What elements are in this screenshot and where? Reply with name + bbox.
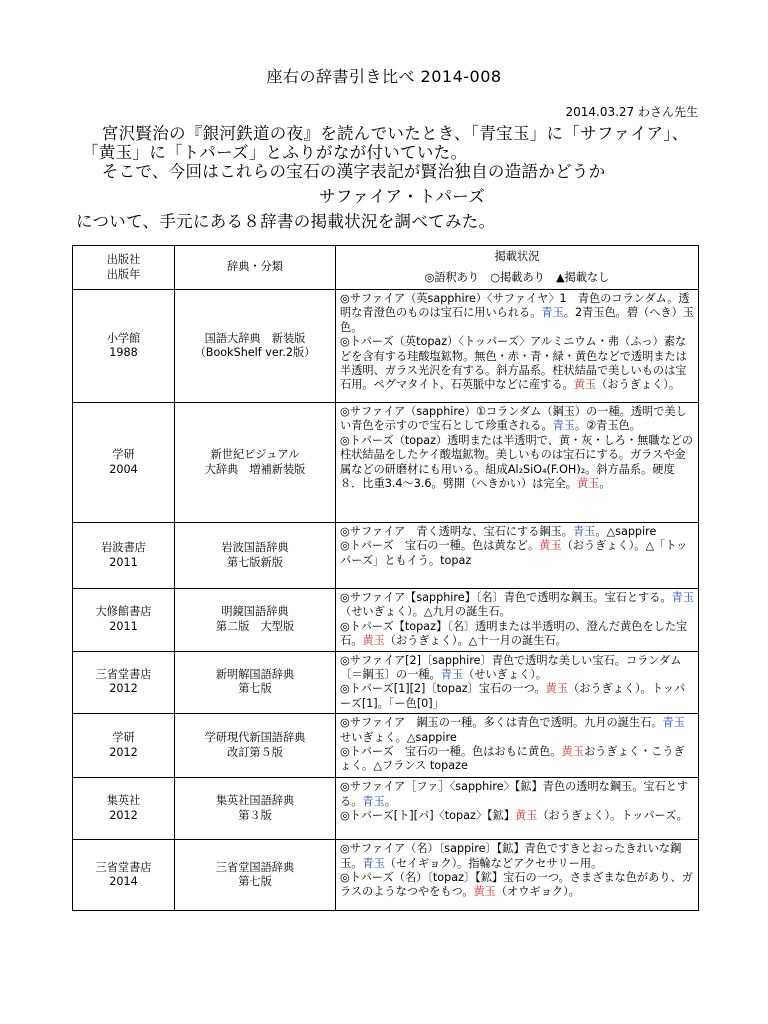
definition-segment: ◎サファイア 鋼玉の一種。多くは青色で透明。九月の誕生石。 xyxy=(340,716,663,730)
definition-text xyxy=(340,842,695,900)
dictionary-cell xyxy=(175,840,336,911)
dictionary-cell xyxy=(175,290,336,403)
publication-year: 2014 xyxy=(109,875,138,889)
publisher-name: 集英社 xyxy=(106,794,141,808)
definition-segment: ◎サファイア（英sapphire）〈サファイヤ〉1 青色のコランダム。透明な青澄色のものは宝石に用いられる。 xyxy=(340,292,690,320)
page-title: 座右の辞書引き比べ 2014-008 xyxy=(266,67,502,86)
dictionary-edition: （BookShelf ver.2版） xyxy=(194,346,316,359)
dictionary-edition: 第二版 大型版 xyxy=(215,619,295,633)
table-row xyxy=(73,840,699,911)
status-cell xyxy=(336,403,699,523)
table-row xyxy=(73,714,699,778)
dictionary-name: 学研現代新国語辞典 xyxy=(204,731,306,745)
definition-segment: 。 xyxy=(599,477,611,491)
dictionary-cell xyxy=(175,523,336,589)
definition-segment: （おうぎょく）。トッパーズ。 xyxy=(537,809,688,823)
publisher-cell xyxy=(73,589,175,652)
publisher-cell xyxy=(73,778,175,840)
definition-segment: 。 ◎トパーズ[ト][パ]〈topaz〉【鉱】 xyxy=(340,794,515,823)
definition-segment: 。②青玉色。 ◎トパーズ（topaz）透明または半透明で、黄・灰・しろ・無職などの柱状結晶をしたケイ酸塩鉱物。美しいものは宝石にする。ガラスや金属などの研磨材にも用いる。組成Al₂SiO₄(F.OH)₂。斜方晶系。硬度８．比重3.4〜3.6。劈開（へきかい）は完全。 xyxy=(340,419,694,491)
definition-segment: 。2青玉色。碧（へき）玉色。 ◎トパーズ（英topaz）〈トッパーズ〉アルミニウム・弗（ふっ）素などを含有する珪酸塩鉱物。無色・赤・青・緑・黄色などで透明または半透明、ガラス光沢を有する。斜方晶系。柱状結晶で美しいものは宝石用。ペグマタイト、石英脈中などに産する。 xyxy=(340,306,694,392)
dictionary-cell xyxy=(175,714,336,778)
definition-text xyxy=(340,716,695,774)
publisher-name: 岩波書店 xyxy=(101,541,146,555)
publisher-name: 大修館書店 xyxy=(95,605,152,619)
definition-text xyxy=(340,591,695,649)
topaz-kanji: 黄玉 xyxy=(514,809,538,823)
table-row xyxy=(73,290,699,403)
definition-segment: ◎サファイア（sapphire）①コランダム（鋼玉）の一種。透明で美しい青色を示すので宝石として珍重される。 xyxy=(340,405,687,433)
publisher-cell xyxy=(73,523,175,589)
table-row xyxy=(73,651,699,714)
header-status-title: 掲載状況 xyxy=(494,250,540,264)
status-cell xyxy=(336,840,699,911)
publication-year: 2011 xyxy=(109,555,138,569)
definition-segment: ◎サファイア［ファ］〈sapphire〉【鉱】青色の透明な鋼玉。宝石とする。 xyxy=(340,780,689,808)
definition-segment: ◎サファイア（名）〔sappire〕【鉱】青色ですきとおったきれいな鋼玉。 xyxy=(340,842,682,870)
definition-segment: 。△sappire ◎トパーズ 宝石の一種。色は黄など。 xyxy=(340,525,657,553)
status-cell xyxy=(336,589,699,652)
topaz-kanji: 黄玉 xyxy=(539,539,562,553)
publication-year: 2004 xyxy=(109,462,138,476)
status-cell xyxy=(336,714,699,778)
definition-segment: （セイギョク）。指輪などアクセサリー用。 ◎トパーズ（名）〔topaz〕【鉱】宝石の一つ。さまざまな色があり、ガラスのようなつやをもつ。 xyxy=(340,856,693,899)
header-publisher xyxy=(73,246,175,290)
dictionary-name: 明鏡国語辞典 xyxy=(221,605,289,619)
dictionary-name: 集英社国語辞典 xyxy=(215,794,295,808)
intro-line-1: 宮沢賢治の『銀河鉄道の夜』を読んでいたとき、「青宝玉」に「サファイア」、 xyxy=(101,124,689,143)
intro-line-4: について、手元にある８辞書の掲載状況を調べてみた。 xyxy=(76,212,496,231)
publication-year: 2011 xyxy=(109,619,138,633)
definition-segment: （オウギョク）。 xyxy=(495,885,580,899)
table-row xyxy=(73,778,699,840)
topaz-kanji: 黄玉 xyxy=(473,885,496,899)
definition-segment: ◎サファイア【sapphire】〔名〕青色で透明な鋼玉。宝石とする。 xyxy=(340,591,672,604)
dictionary-name: 新世紀ビジュアル xyxy=(210,448,300,462)
dictionary-edition: 第七版 xyxy=(238,875,272,889)
intro-line-2: 「黄玉」に「トパーズ」とふりがなが付いていた。 xyxy=(82,143,468,162)
header-status xyxy=(336,246,699,290)
publisher-name: 学研 xyxy=(112,448,135,462)
definition-segment: おうぎょく・こうぎょく。△フランス topaze xyxy=(340,745,685,773)
definition-text xyxy=(340,405,695,491)
publication-year: 1988 xyxy=(109,346,138,359)
topaz-kanji: 黄玉 xyxy=(362,634,385,648)
dictionary-edition: 第３版 xyxy=(238,808,272,822)
table-header-row xyxy=(73,246,699,290)
sapphire-kanji: 青玉 xyxy=(541,306,564,320)
definition-segment: （せいぎょく）。 ◎トパーズ[1][2]〔topaz〕宝石の一つ。 xyxy=(340,668,547,696)
dictionary-cell xyxy=(175,403,336,523)
date-author: 2014.03.27 わさん先生 xyxy=(565,105,698,119)
table-row xyxy=(73,403,699,523)
publisher-cell xyxy=(73,651,175,714)
intro-centered-words: サファイア・トパーズ xyxy=(318,187,486,206)
dictionary-edition: 大辞典 増補新装版 xyxy=(204,462,306,476)
sapphire-kanji: 青玉 xyxy=(572,525,596,538)
sapphire-kanji: 青玉 xyxy=(362,794,385,808)
definition-segment: ◎サファイア 青く透明な、宝石にする鋼玉。 xyxy=(340,525,573,538)
intro-text xyxy=(76,124,722,231)
status-cell xyxy=(336,651,699,714)
dictionary-cell xyxy=(175,778,336,840)
dictionary-name: 国語大辞典 新装版 xyxy=(204,331,306,345)
sapphire-kanji: 青玉 xyxy=(362,856,385,870)
dictionary-edition: 改訂第５版 xyxy=(227,745,283,759)
definition-text xyxy=(340,780,695,823)
publisher-cell xyxy=(73,290,175,403)
topaz-kanji: 黄玉 xyxy=(576,477,600,491)
dictionary-name: 新明解国語辞典 xyxy=(215,668,295,682)
header-publisher-line-1: 出版社 xyxy=(106,253,141,267)
table-row xyxy=(73,523,699,589)
publication-year: 2012 xyxy=(109,745,138,759)
dictionary-cell xyxy=(175,651,336,714)
publication-year: 2012 xyxy=(109,682,138,696)
dictionary-name: 三省堂国語辞典 xyxy=(215,860,295,874)
definition-segment: （せいぎょく）。△九月の誕生石。 ◎トパーズ【topaz】〔名〕透明または半透明の、澄んだ黄色をした宝石。 xyxy=(340,605,688,648)
publisher-cell xyxy=(73,714,175,778)
sapphire-kanji: 青玉 xyxy=(552,419,575,433)
dictionary-name: 岩波国語辞典 xyxy=(221,541,289,555)
definition-text xyxy=(340,654,695,712)
definition-segment: （おうぎょく）。 xyxy=(596,378,681,392)
sapphire-kanji: 青玉 xyxy=(440,668,464,682)
sapphire-kanji: 青玉 xyxy=(671,591,695,604)
publisher-name: 三省堂書店 xyxy=(95,860,152,874)
sapphire-kanji: 青玉 xyxy=(662,716,685,730)
status-cell xyxy=(336,778,699,840)
definition-text xyxy=(340,525,695,568)
publication-year: 2012 xyxy=(109,808,138,822)
intro-line-3: そこで、今回はこれらの宝石の漢字表記が賢治独自の造語かどうか xyxy=(101,162,606,181)
status-cell xyxy=(336,290,699,403)
publisher-cell xyxy=(73,840,175,911)
topaz-kanji: 黄玉 xyxy=(545,682,568,696)
dictionary-cell xyxy=(175,589,336,652)
publisher-cell xyxy=(73,403,175,523)
definition-segment: せいぎょく。△sappire ◎トパーズ 宝石の一種。色はおもに黄色。 xyxy=(340,730,562,759)
publisher-name: 学研 xyxy=(112,731,135,745)
dictionary-edition: 第七版新版 xyxy=(227,555,283,569)
table-body xyxy=(73,290,699,911)
status-cell xyxy=(336,523,699,589)
topaz-kanji: 黄玉 xyxy=(561,745,584,759)
dictionary-table xyxy=(72,245,699,911)
definition-segment: （おうぎょく）。トッパーズ[1]。「ー色[0]」 xyxy=(340,682,686,710)
header-status-legend: ◎語釈あり ○掲載あり ▲掲載なし xyxy=(424,270,610,284)
topaz-kanji: 黄玉 xyxy=(573,378,597,392)
definition-segment: （おうぎょく）。△「トッパーズ」ともイう。topaz xyxy=(340,539,688,567)
publisher-name: 三省堂書店 xyxy=(95,668,152,682)
definition-segment: （おうぎょく）。△十一月の誕生石。 xyxy=(384,634,567,648)
definition-segment: ◎サファイア[2]〔sapphire〕青色で透明な美しい宝石。コランダム〔＝鋼玉〕の一種。 xyxy=(340,653,682,682)
header-publisher-line-2: 出版年 xyxy=(106,267,141,281)
header-dictionary: 辞典・分類 xyxy=(175,246,336,290)
dictionary-edition: 第七版 xyxy=(238,682,272,696)
table-row xyxy=(73,589,699,652)
publisher-name: 小学館 xyxy=(106,331,141,345)
definition-text xyxy=(340,292,695,393)
